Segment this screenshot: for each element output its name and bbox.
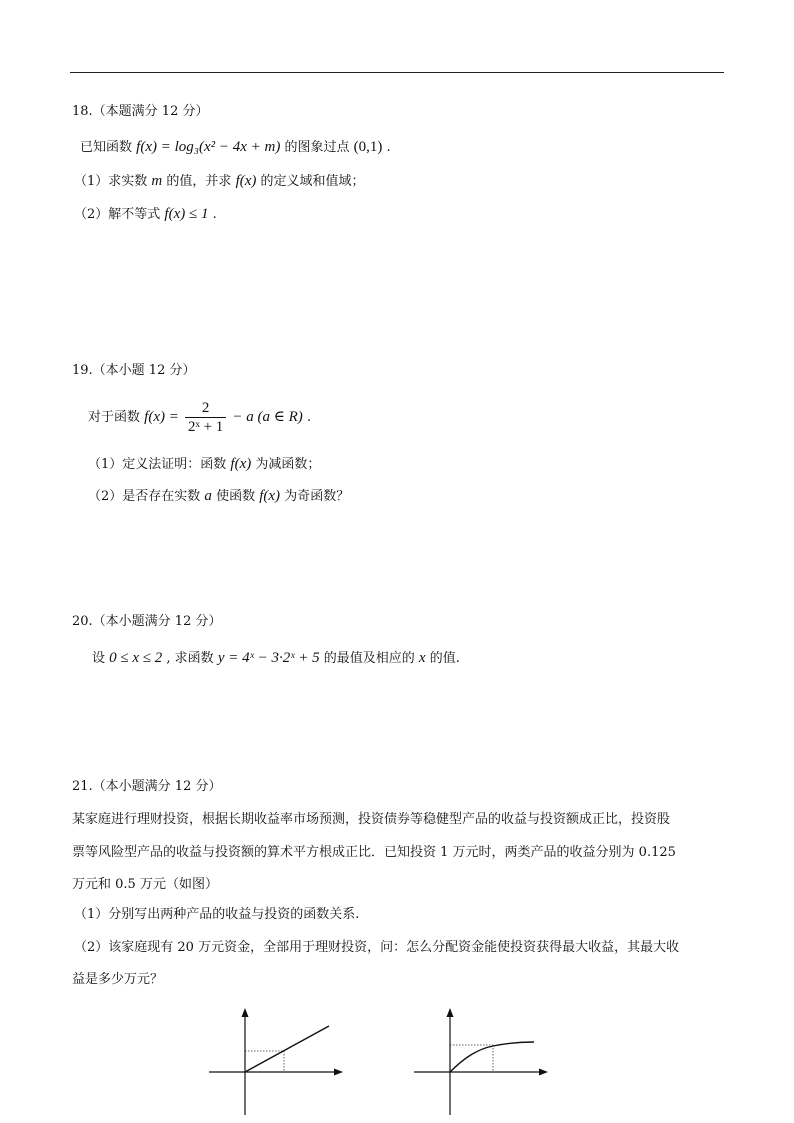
q20-stem: 设 0 ≤ x ≤ 2 , 求函数 y = 4ˣ − 3·2ˣ + 5 的最值及相应的 x 的值. (92, 650, 460, 666)
q21-line3: 万元和 0.5 万元（如图） (72, 877, 218, 892)
y-axis-arrow (447, 1008, 454, 1017)
linear-return-graph (205, 1005, 350, 1117)
q18-header: 18.（本题满分 12 分） (72, 104, 209, 119)
sqrt-curve (450, 1042, 534, 1072)
q18-point: (0,1) (353, 139, 383, 155)
q19-part1: （1）定义法证明：函数 f(x) 为减函数； (88, 456, 321, 472)
linear-curve (245, 1026, 329, 1072)
q21-part1: （1）分别写出两种产品的收益与投资的函数关系. (74, 907, 360, 922)
q18-stem: 已知函数 f(x) = log₃(x² − 4x + m) 的图象过点 (0,1) . (80, 139, 391, 155)
q21-line1: 某家庭进行理财投资，根据长期收益率市场预测，投资债券等稳健型产品的收益与投资额成正比，投资股 (72, 812, 671, 827)
q21-line2: 票等风险型产品的收益与投资额的算术平方根成正比．已知投资 1 万元时，两类产品的收益分别为 0.125 (72, 845, 676, 860)
q21-part2-line2: 益是多少万元？ (72, 972, 164, 987)
q21-header: 21.（本小题满分 12 分） (72, 779, 222, 794)
y-axis-arrow (242, 1008, 249, 1017)
sqrt-return-graph (410, 1005, 555, 1117)
q21-part2-line1: （2）该家庭现有 20 万元资金，全部用于理财投资，问：怎么分配资金能使投资获得最大收益，其最大收 (74, 940, 680, 955)
header-rule (70, 72, 724, 73)
q19-part2: （2）是否存在实数 a 使函数 f(x) 为奇函数？ (88, 488, 350, 504)
q18-part2: （2）解不等式 f(x) ≤ 1 . (74, 206, 217, 222)
q19-stem: 对于函数 f(x) = $\frac{2}{\text{2ˣ + 1}}$ − a (a ∈ R) . (88, 400, 312, 435)
x-axis-arrow (334, 1069, 343, 1076)
x-axis-arrow (539, 1069, 548, 1076)
q18-function: f(x) = log₃(x² − 4x + m) (136, 139, 281, 155)
q18-part1: （1）求实数 m 的值，并求 f(x) 的定义域和值域； (74, 173, 365, 189)
q19-header: 19.（本小题 12 分） (72, 363, 196, 378)
q19-fraction: $\frac{2}{\text{2ˣ + 1}}$ (185, 399, 226, 436)
q20-header: 20.（本小题满分 12 分） (72, 614, 222, 629)
